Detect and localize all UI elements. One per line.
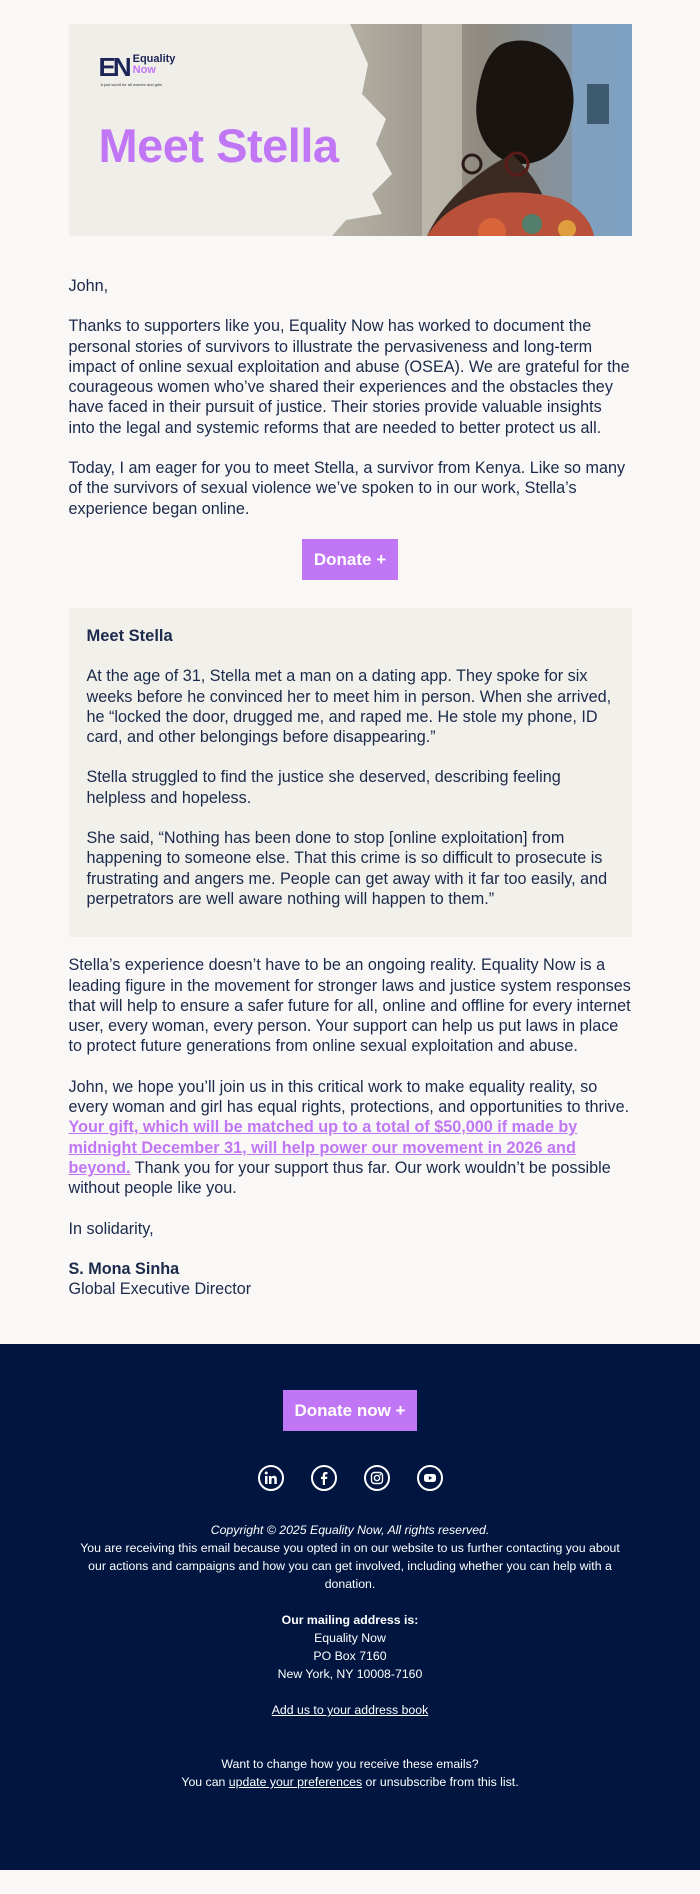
- hero-banner: [69, 24, 632, 236]
- match-gift-link[interactable]: Your gift, which will be matched up to a total of $50,000 if made by midnight December 31, will help power our movement in 2026 and beyond.: [68, 1118, 578, 1177]
- signature-title: Global Executive Director: [68, 1280, 252, 1299]
- address-line: New York, NY 10008-7160: [277, 1667, 423, 1681]
- stella-photo: [332, 24, 632, 236]
- logo-tagline: A just world for all women and girls: [100, 82, 163, 87]
- story-paragraph: At the age of 31, Stella met a man on a dating app. They spoke for six weeks before he convinced her to meet him in person. When she arrived, he “locked the door, drugged me, and raped me. He stole my phone, ID card, and other belongings before disappearing.”: [86, 667, 612, 747]
- copyright: Copyright © 2025 Equality Now, All rights reserved.: [210, 1523, 490, 1537]
- logo-mark: [99, 54, 129, 80]
- story-paragraph: Stella struggled to find the justice she deserved, describing feeling helpless and hopeless.: [86, 768, 561, 807]
- appeal-paragraph: [69, 1077, 632, 1199]
- youtube-icon[interactable]: [417, 1465, 443, 1491]
- address-book-link[interactable]: Add us to your address book: [271, 1703, 429, 1717]
- address-line: Equality Now: [314, 1631, 386, 1645]
- appeal-lead: John, we hope you’ll join us in this critical work to make equality reality, so every woman and girl has equal rights, protections, and opportunities to thrive.: [68, 1077, 630, 1117]
- instagram-icon[interactable]: [364, 1465, 390, 1491]
- change-question: Want to change how you receive these emails?: [221, 1757, 479, 1771]
- intro-paragraph: Thanks to supporters like you, Equality Now has worked to document the personal stories of survivors to illustrate the pervasiveness and long-term impact of online sexual exploitation and abuse (OSEA). We are grateful for the courageous women who’ve shared their experiences and the obstacles they have faced in their pursuit of justice. Their stories provide valuable insights into the legal and systemic reforms that are needed to better protect us all.: [68, 317, 630, 437]
- story-panel: [69, 608, 632, 937]
- update-preferences-link[interactable]: update your preferences: [228, 1775, 363, 1789]
- equality-now-logo[interactable]: [98, 52, 176, 87]
- logo-wordmark: [133, 54, 176, 76]
- story-paragraph: She said, “Nothing has been done to stop [online exploitation] from happening to someone else. That this crime is so difficult to prosecute is frustrating and angers me. People can get away with it far too easily, and perpetrators are well aware nothing will happen to them.”: [86, 829, 608, 908]
- meet-stella-paragraph: Today, I am eager for you to meet Stella, a survivor from Kenya. Like so many of the survivors of sexual violence we’ve spoken to in our work, Stella’s experience began online.: [68, 459, 626, 518]
- logo-line1: Equality: [132, 53, 176, 65]
- signoff: In solidarity,: [68, 1219, 154, 1238]
- greeting: John,: [68, 277, 109, 295]
- mailing-heading: Our mailing address is:: [281, 1613, 419, 1627]
- logo-line2: Now: [132, 64, 156, 76]
- social-links: [0, 1465, 700, 1491]
- linkedin-icon[interactable]: [258, 1465, 284, 1491]
- appeal-tail: Thank you for your support thus far. Our work wouldn’t be possible without people like you.: [68, 1158, 611, 1198]
- address-line: PO Box 7160: [313, 1649, 387, 1663]
- donate-button[interactable]: Donate +: [302, 539, 398, 580]
- story-heading: Meet Stella: [86, 626, 173, 645]
- change-lead: You can: [181, 1775, 229, 1789]
- footer-legal: [70, 1521, 630, 1791]
- facebook-icon[interactable]: [311, 1465, 337, 1491]
- change-tail: or unsubscribe from this list.: [362, 1775, 519, 1789]
- logo-mark-text: EN: [98, 52, 129, 82]
- hero-title: Meet Stella: [98, 119, 339, 172]
- footer: [0, 1344, 700, 1870]
- signature-name: S. Mona Sinha: [68, 1259, 180, 1278]
- closing-paragraph: Stella’s experience doesn’t have to be an ongoing reality. Equality Now is a leading figure in the movement for stronger laws and justice system responses that will help to ensure a safer future for all, online and offline for every internet user, every woman, every person. Your support can help us put laws in place to protect future generations from online sexual exploitation and abuse.: [68, 956, 631, 1056]
- donate-now-button[interactable]: Donate now +: [283, 1390, 418, 1431]
- signature: [69, 1259, 632, 1300]
- optin-reason: You are receiving this email because you opted in on our website to us further contacting you about our actions and campaigns and how you can get involved, including whether you can help with a donation.: [80, 1541, 620, 1591]
- email-body: [69, 236, 632, 1299]
